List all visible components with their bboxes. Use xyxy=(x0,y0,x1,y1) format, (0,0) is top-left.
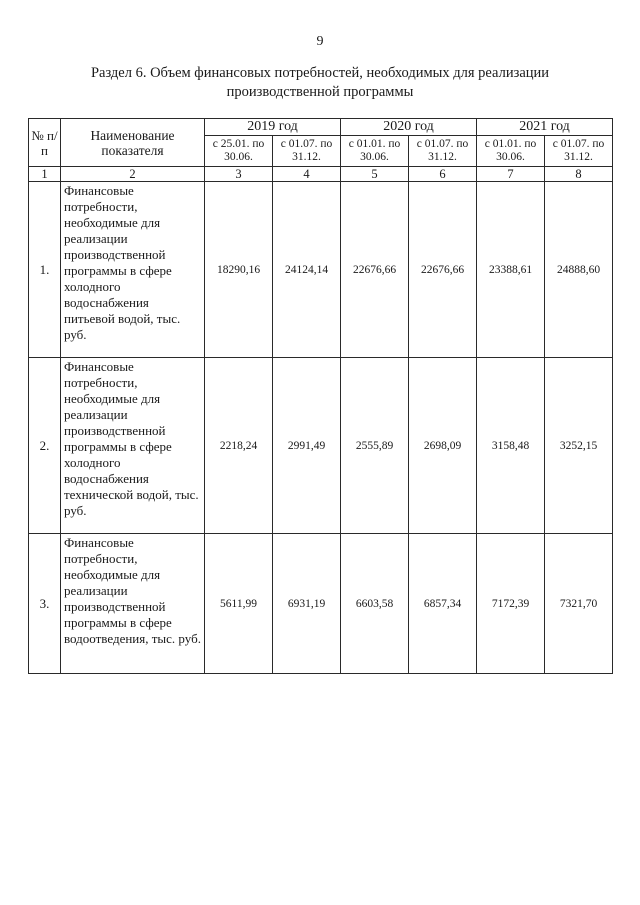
table-row xyxy=(29,358,613,534)
column-index: 6 xyxy=(409,167,477,182)
year-header-2021: 2021 год xyxy=(477,119,613,136)
financial-needs-table xyxy=(28,118,613,674)
row-value: 7172,39 xyxy=(477,534,545,674)
page-number: 9 xyxy=(316,34,324,49)
row-value: 6857,34 xyxy=(409,534,477,674)
period-header: с 01.01. по 30.06. xyxy=(477,136,545,167)
row-value: 6931,19 xyxy=(273,534,341,674)
row-value: 18290,16 xyxy=(205,182,273,358)
row-number: 2. xyxy=(29,358,61,534)
row-number: 1. xyxy=(29,182,61,358)
row-value: 23388,61 xyxy=(477,182,545,358)
table-row xyxy=(29,534,613,674)
row-indicator-name: Финансовые потребности, необходимые для реализации производственной программы в сфере холодного водоснабжения технической водой, тыс. руб. xyxy=(61,358,205,534)
column-index: 3 xyxy=(205,167,273,182)
row-value: 3158,48 xyxy=(477,358,545,534)
section-title-line-1: Раздел 6. Объем финансовых потребностей, необходимых для реализации xyxy=(90,65,550,81)
period-header: с 25.01. по 30.06. xyxy=(205,136,273,167)
row-value: 7321,70 xyxy=(545,534,613,674)
row-value: 3252,15 xyxy=(545,358,613,534)
column-index: 1 xyxy=(29,167,61,182)
period-header: с 01.07. по 31.12. xyxy=(409,136,477,167)
row-value: 2555,89 xyxy=(341,358,409,534)
column-index: 5 xyxy=(341,167,409,182)
row-indicator-name: Финансовые потребности, необходимые для реализации производственной программы в сфере холодного водоснабжения питьевой водой, тыс. руб. xyxy=(61,182,205,358)
year-header-row xyxy=(29,119,613,136)
year-header-2019: 2019 год xyxy=(205,119,341,136)
year-header-2020: 2020 год xyxy=(341,119,477,136)
row-value: 6603,58 xyxy=(341,534,409,674)
row-value: 24124,14 xyxy=(273,182,341,358)
column-index: 2 xyxy=(61,167,205,182)
column-header-name: Наименование показателя xyxy=(61,119,205,167)
row-value: 2991,49 xyxy=(273,358,341,534)
period-header: с 01.07. по 31.12. xyxy=(273,136,341,167)
row-number: 3. xyxy=(29,534,61,674)
row-value: 5611,99 xyxy=(205,534,273,674)
period-header: с 01.01. по 30.06. xyxy=(341,136,409,167)
column-index: 8 xyxy=(545,167,613,182)
period-header: с 01.07. по 31.12. xyxy=(545,136,613,167)
row-indicator-name: Финансовые потребности, необходимые для реализации производственной программы в сфере водоотведения, тыс. руб. xyxy=(61,534,205,674)
row-value: 22676,66 xyxy=(341,182,409,358)
row-value: 2218,24 xyxy=(205,358,273,534)
column-header-number: № п/п xyxy=(29,119,61,167)
row-value: 24888,60 xyxy=(545,182,613,358)
row-value: 22676,66 xyxy=(409,182,477,358)
table-row xyxy=(29,182,613,358)
row-value: 2698,09 xyxy=(409,358,477,534)
section-title xyxy=(40,64,600,102)
column-index: 7 xyxy=(477,167,545,182)
column-index: 4 xyxy=(273,167,341,182)
section-title-line-2: производственной программы xyxy=(226,84,414,100)
column-index-row xyxy=(29,167,613,182)
